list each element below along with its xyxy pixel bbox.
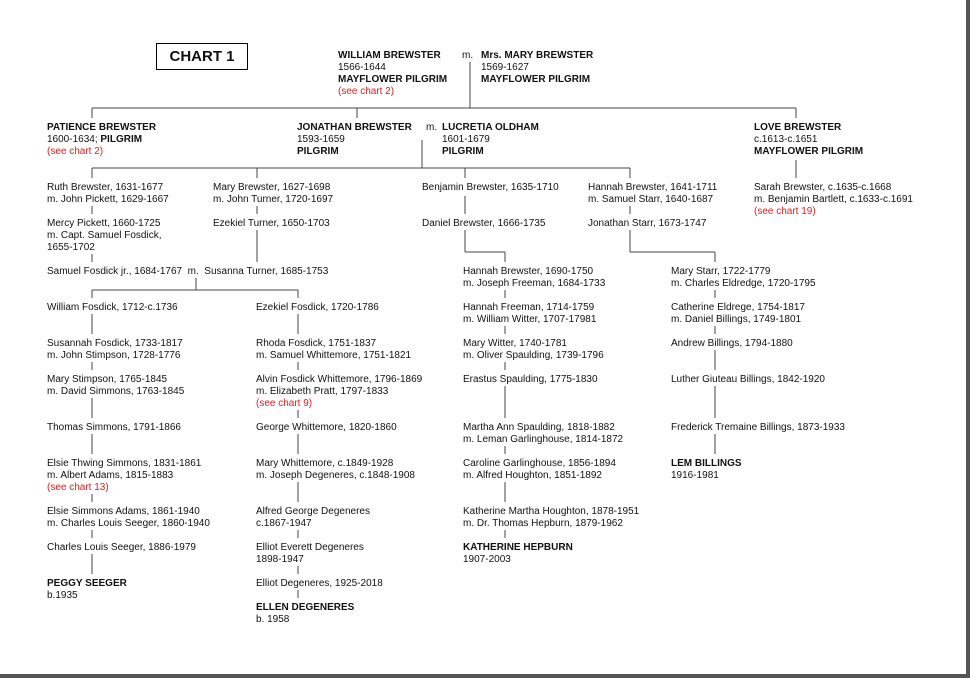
spouse-line: m. David Simmons, 1763-1845 [47, 386, 185, 397]
person-line: Katherine Martha Houghton, 1878-1951 [463, 506, 640, 517]
person-line: Erastus Spaulding, 1775-1830 [463, 374, 598, 385]
person-note: PILGRIM [100, 134, 143, 145]
spouse-line: m. Elizabeth Pratt, 1797-1833 [256, 386, 389, 397]
person-line: Catherine Eldrege, 1754-1817 [671, 302, 805, 313]
person-line: Mary Whittemore, c.1849-1928 [256, 458, 394, 469]
person-dates: c.1613-c.1651 [754, 134, 818, 145]
spouse-line: m. Samuel Whittemore, 1751-1821 [256, 350, 412, 361]
node-hannah-freeman [463, 302, 596, 326]
node-andrew-billings [671, 338, 793, 350]
node-luther-billings [671, 374, 825, 386]
chart-reference: (see chart 13) [47, 482, 109, 493]
person-line: Alfred George Degeneres [256, 506, 370, 517]
spouse-line: m. John Stimpson, 1728-1776 [47, 350, 181, 361]
node-mary-witter [463, 338, 604, 362]
node-benjamin-brewster [422, 182, 559, 194]
node-hannah-brewster-1641 [588, 182, 717, 206]
chart-reference: (see chart 2) [47, 146, 104, 157]
person-line: Daniel Brewster, 1666-1735 [422, 218, 546, 229]
node-hannah-brewster-1690 [463, 266, 605, 290]
person-name: ELLEN DEGENERES [256, 602, 355, 613]
person-name: LOVE BREWSTER [754, 122, 842, 133]
node-susannah-fosdick [47, 338, 183, 362]
person-dates: c.1867-1947 [256, 518, 312, 529]
node-samuel-fosdick-jr [47, 266, 328, 278]
person-line: Samuel Fosdick jr., 1684-1767 m. Susanna Turner, 1685-1753 [47, 266, 329, 277]
person-line: William Fosdick, 1712-c.1736 [47, 302, 178, 313]
spouse-line: m. Alfred Houghton, 1851-1892 [463, 470, 602, 481]
node-jonathan-brewster [297, 122, 412, 158]
person-name: LEM BILLINGS [671, 458, 742, 469]
person-line: Frederick Tremaine Billings, 1873-1933 [671, 422, 845, 433]
node-mary-stimpson [47, 374, 184, 398]
person-line: Martha Ann Spaulding, 1818-1882 [463, 422, 615, 433]
node-alvin-fosdick-whittemore [256, 374, 422, 410]
node-lucretia-oldham [442, 122, 539, 158]
spouse-line: m. Joseph Freeman, 1684-1733 [463, 278, 606, 289]
person-line: Mary Brewster, 1627-1698 [213, 182, 331, 193]
person-line: George Whittemore, 1820-1860 [256, 422, 397, 433]
spouse-line: m. Leman Garlinghouse, 1814-1872 [463, 434, 624, 445]
node-elliot-degeneres [256, 578, 383, 590]
person-line: Ezekiel Turner, 1650-1703 [213, 218, 330, 229]
node-charles-louis-seeger [47, 542, 196, 554]
chart-reference: (see chart 2) [338, 86, 395, 97]
person-line: Elsie Simmons Adams, 1861-1940 [47, 506, 200, 517]
person-line: Mary Witter, 1740-1781 [463, 338, 567, 349]
person-note: MAYFLOWER PILGRIM [481, 74, 591, 85]
person-line: Luther Giuteau Billings, 1842-1920 [671, 374, 825, 385]
chart-reference: (see chart 9) [256, 398, 313, 409]
person-dates: 1907-2003 [463, 554, 511, 565]
node-sarah-brewster [754, 182, 913, 218]
person-dates: b.1935 [47, 590, 78, 601]
person-line: Elliot Everett Degeneres [256, 542, 364, 553]
marriage-marker: m. [462, 50, 474, 61]
person-dates: 1601-1679 [442, 134, 490, 145]
node-alfred-george-degeneres [256, 506, 370, 530]
spouse-line: m. John Turner, 1720-1697 [213, 194, 334, 205]
person-dates: 1569-1627 [481, 62, 529, 73]
node-william-brewster [338, 50, 447, 98]
person-line: Rhoda Fosdick, 1751-1837 [256, 338, 377, 349]
node-erastus-spaulding [463, 374, 598, 386]
node-frederick-billings [671, 422, 845, 434]
spouse-line: m. Capt. Samuel Fosdick, [47, 230, 162, 241]
node-mary-brewster-1627 [213, 182, 333, 206]
person-line: Jonathan Starr, 1673-1747 [588, 218, 707, 229]
spouse-line: m. Charles Louis Seeger, 1860-1940 [47, 518, 210, 529]
person-line: Ruth Brewster, 1631-1677 [47, 182, 164, 193]
person-line: Mary Starr, 1722-1779 [671, 266, 771, 277]
node-lem-billings [671, 458, 742, 482]
person-dates: 1898-1947 [256, 554, 304, 565]
node-mary-starr [671, 266, 816, 290]
node-thomas-simmons [47, 422, 181, 434]
node-ezekiel-turner [213, 218, 330, 230]
person-note: MAYFLOWER PILGRIM [754, 146, 864, 157]
node-jonathan-starr [588, 218, 706, 230]
person-line: Caroline Garlinghouse, 1856-1894 [463, 458, 616, 469]
person-dates: 1566-1644 [338, 62, 386, 73]
person-dates: 1593-1659 [297, 134, 345, 145]
spouse-line: m. John Pickett, 1629-1667 [47, 194, 169, 205]
person-line: Mary Stimpson, 1765-1845 [47, 374, 168, 385]
chart-reference: (see chart 19) [754, 206, 816, 217]
node-katherine-hepburn [463, 542, 573, 566]
node-caroline-garlinghouse [463, 458, 616, 482]
node-ruth-brewster [47, 182, 169, 206]
spouse-line: m. Oliver Spaulding, 1739-1796 [463, 350, 604, 361]
spouse-line: m. Daniel Billings, 1749-1801 [671, 314, 802, 325]
person-name: KATHERINE HEPBURN [463, 542, 573, 553]
spouse-line: m. William Witter, 1707-17981 [463, 314, 597, 325]
node-ezekiel-fosdick [256, 302, 379, 314]
spouse-line: m. Dr. Thomas Hepburn, 1879-1962 [463, 518, 623, 529]
node-elsie-thwing-simmons [47, 458, 201, 494]
node-elsie-simmons-adams [47, 506, 210, 530]
person-line: Mercy Pickett, 1660-1725 [47, 218, 161, 229]
person-name: Mrs. MARY BREWSTER [481, 50, 594, 61]
node-katherine-martha-houghton [463, 506, 639, 530]
node-george-whittemore [256, 422, 397, 434]
chart-title: CHART 1 [156, 43, 248, 70]
person-line: Charles Louis Seeger, 1886-1979 [47, 542, 196, 553]
person-line: Sarah Brewster, c.1635-c.1668 [754, 182, 892, 193]
person-name: PATIENCE BREWSTER [47, 122, 157, 133]
person-name: LUCRETIA OLDHAM [442, 122, 539, 133]
node-mercy-pickett [47, 218, 161, 254]
person-note: PILGRIM [297, 146, 339, 157]
person-line: Ezekiel Fosdick, 1720-1786 [256, 302, 379, 313]
node-daniel-brewster [422, 218, 545, 230]
person-line: Elliot Degeneres, 1925-2018 [256, 578, 383, 589]
person-line: Andrew Billings, 1794-1880 [671, 338, 793, 349]
spouse-line: m. Joseph Degeneres, c.1848-1908 [256, 470, 415, 481]
spouse-line: m. Benjamin Bartlett, c.1633-c.1691 [754, 194, 913, 205]
node-elliot-everett-degeneres [256, 542, 364, 566]
person-name: PEGGY SEEGER [47, 578, 127, 589]
node-mary-whittemore [256, 458, 415, 482]
spouse-dates: 1655-1702 [47, 242, 95, 253]
person-line: Thomas Simmons, 1791-1866 [47, 422, 181, 433]
node-love-brewster [754, 122, 863, 158]
person-note: PILGRIM [442, 146, 484, 157]
node-rhoda-fosdick [256, 338, 411, 362]
node-ellen-degeneres [256, 602, 354, 626]
node-patience-brewster [47, 122, 156, 158]
spouse-line: m. Charles Eldredge, 1720-1795 [671, 278, 816, 289]
person-name: JONATHAN BREWSTER [297, 122, 412, 133]
node-martha-ann-spaulding [463, 422, 623, 446]
person-line: Elsie Thwing Simmons, 1831-1861 [47, 458, 202, 469]
spouse-line: m. Samuel Starr, 1640-1687 [588, 194, 714, 205]
node-william-fosdick [47, 302, 178, 314]
person-line: Benjamin Brewster, 1635-1710 [422, 182, 559, 193]
node-mary-brewster [481, 50, 593, 86]
person-dates: 1916-1981 [671, 470, 719, 481]
person-line: Susannah Fosdick, 1733-1817 [47, 338, 183, 349]
person-line: Hannah Brewster, 1690-1750 [463, 266, 594, 277]
person-line: Hannah Freeman, 1714-1759 [463, 302, 595, 313]
person-note: MAYFLOWER PILGRIM [338, 74, 448, 85]
person-line: Hannah Brewster, 1641-1711 [588, 182, 718, 193]
person-name: WILLIAM BREWSTER [338, 50, 441, 61]
person-dates: b. 1958 [256, 614, 290, 625]
person-dates: 1600-1634; [47, 134, 101, 145]
node-catherine-eldrege [671, 302, 805, 326]
marriage-marker: m. [426, 122, 438, 133]
person-line: Alvin Fosdick Whittemore, 1796-1869 [256, 374, 423, 385]
node-peggy-seeger [47, 578, 127, 602]
spouse-line: m. Albert Adams, 1815-1883 [47, 470, 174, 481]
